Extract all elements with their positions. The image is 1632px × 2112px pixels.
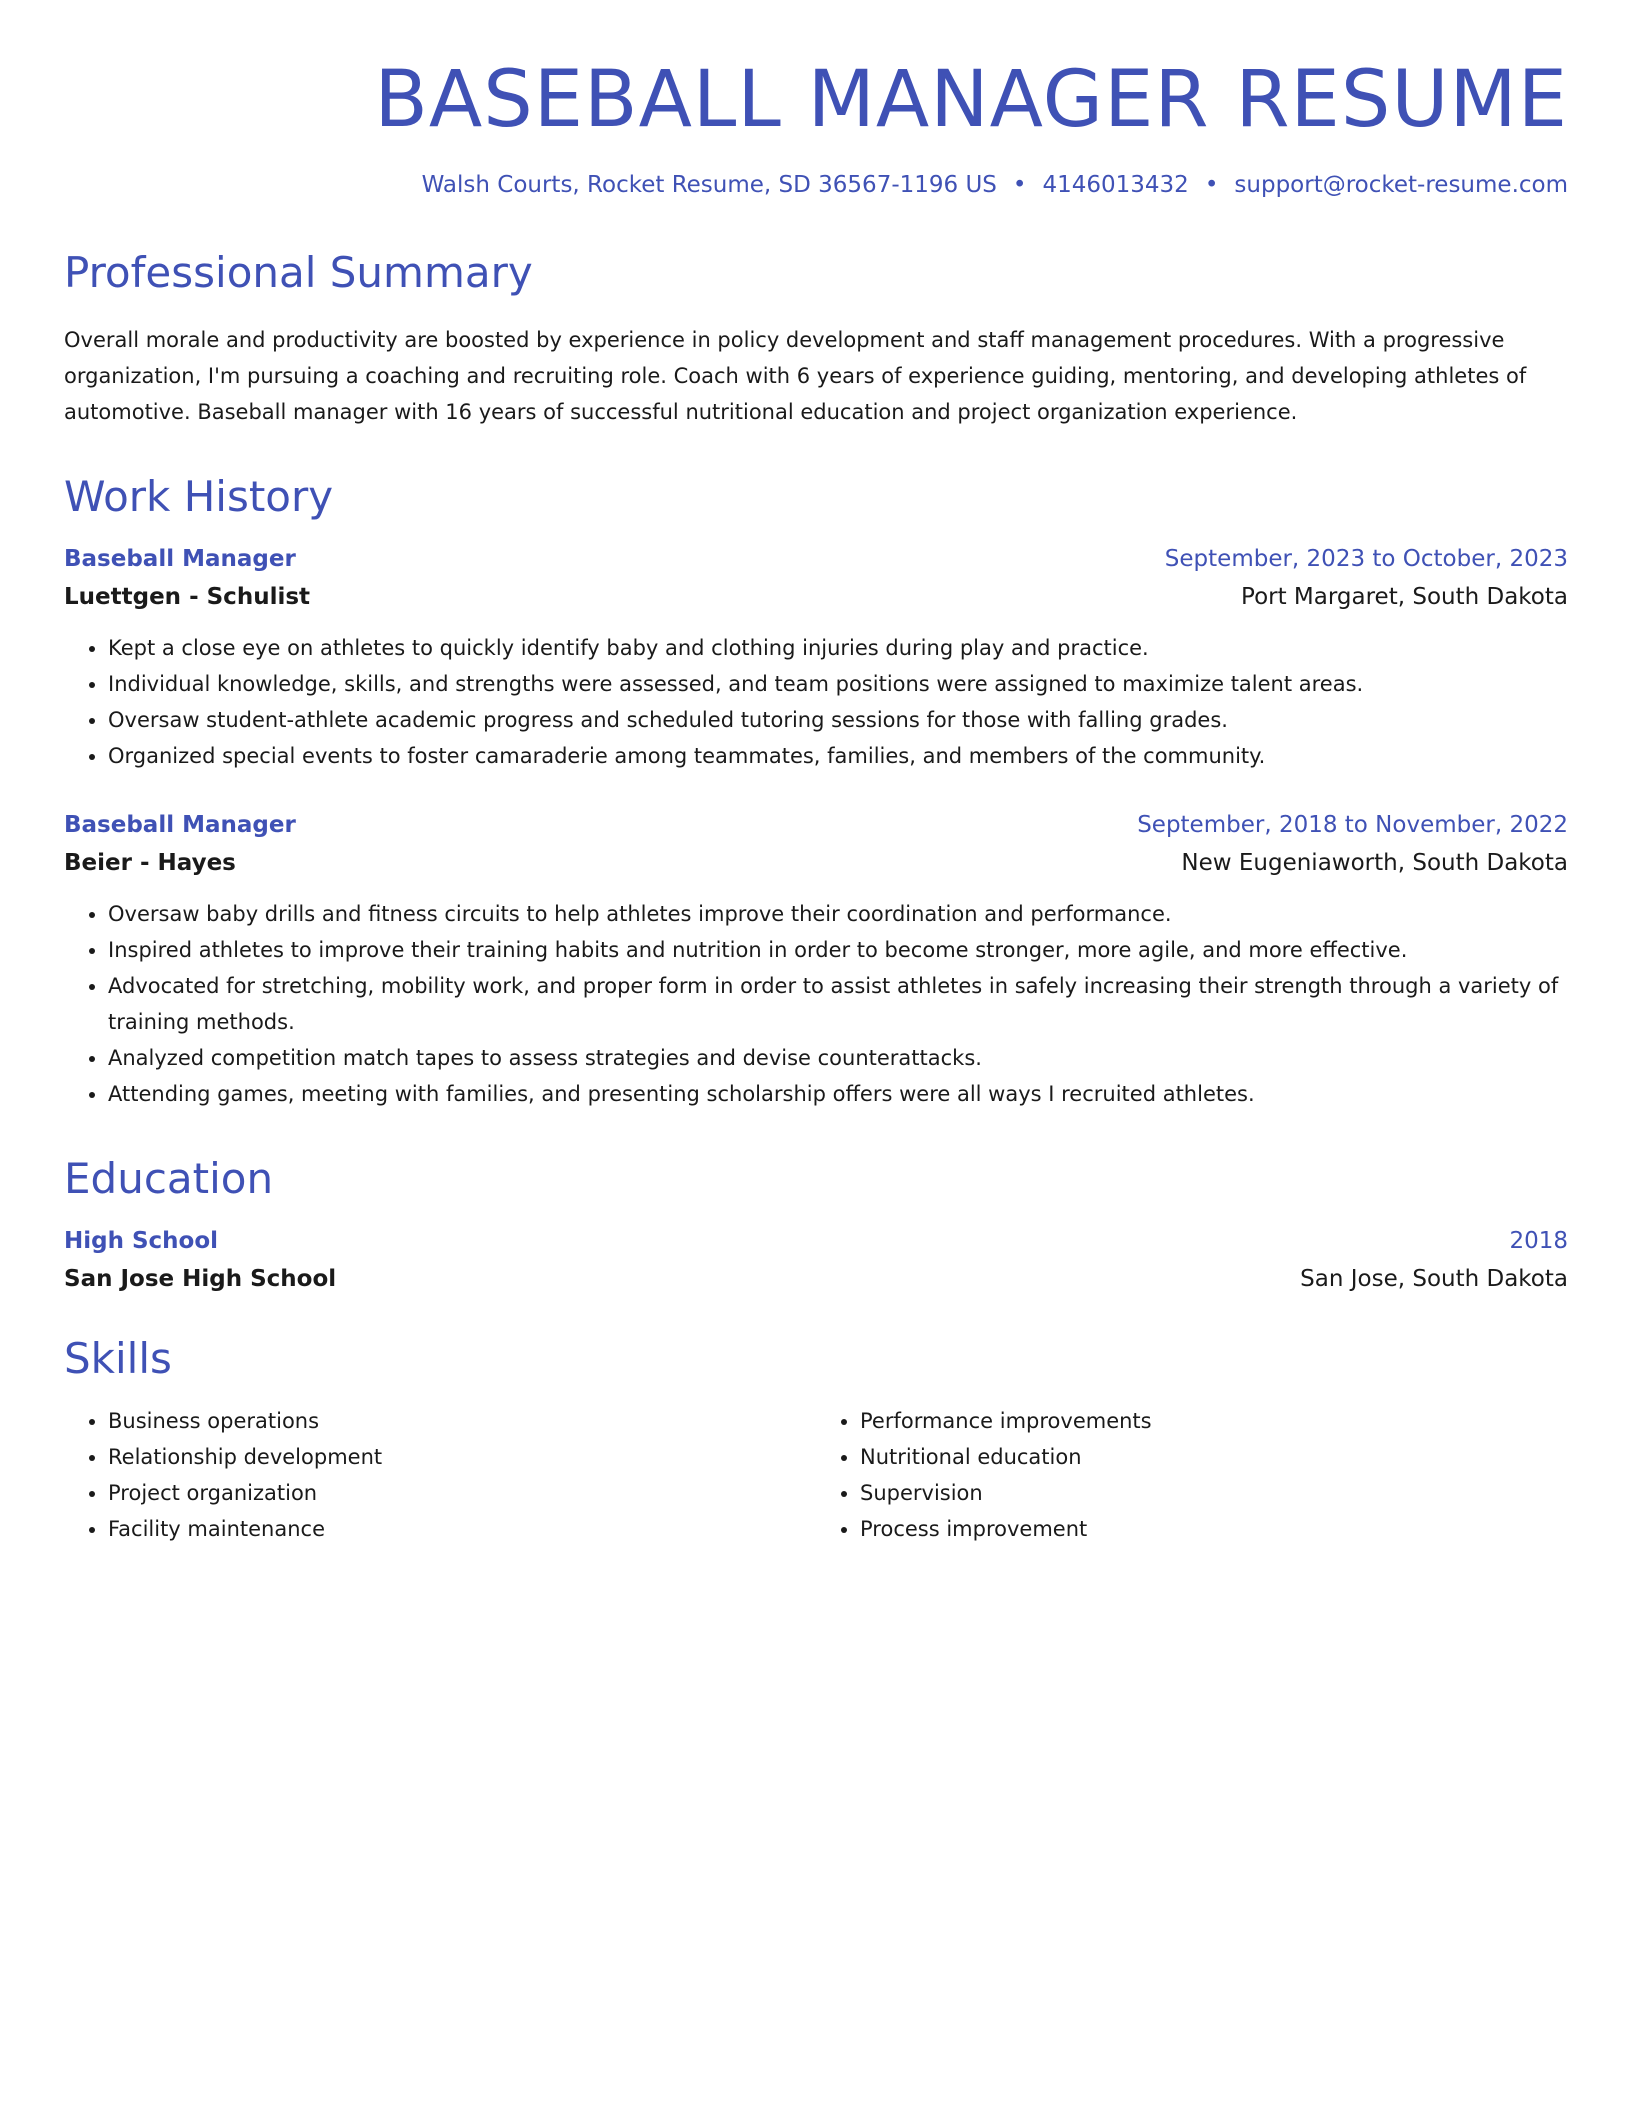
job-dates: September, 2018 to November, 2022 — [1137, 812, 1568, 839]
job-subheader — [64, 838, 1568, 876]
skill-item: • Relationship development — [108, 1439, 816, 1475]
skill-item: • Performance improvements — [860, 1403, 1568, 1439]
contact-separator: • — [1204, 171, 1219, 198]
skills-section — [64, 1336, 1568, 1546]
job-role: Baseball Manager — [64, 812, 296, 839]
education-location: San Jose, South Dakota — [1300, 1266, 1568, 1293]
job-bullet: • Organized special events to foster camaraderie among teammates, families, and members of the community. — [108, 738, 1568, 774]
job-bullets — [64, 896, 1568, 1112]
job-bullet: • Individual knowledge, skills, and strengths were assessed, and team positions were assigned to maximize talent areas. — [108, 666, 1568, 702]
education-school: San Jose High School — [64, 1266, 337, 1293]
job-location: New Eugeniaworth, South Dakota — [1181, 850, 1568, 877]
skills-list-right — [816, 1403, 1568, 1547]
summary-section — [64, 247, 1568, 430]
job-header — [64, 812, 1568, 838]
job-header — [64, 546, 1568, 572]
work-history-section — [64, 471, 1568, 1112]
job-bullet: • Inspired athletes to improve their training habits and nutrition in order to become stronger, more agile, and more effective. — [108, 932, 1568, 968]
education-subheader — [64, 1254, 1568, 1292]
contact-address: Walsh Courts, Rocket Resume, SD 36567-1196 US — [421, 171, 997, 198]
contact-email: support@rocket-resume.com — [1234, 171, 1568, 198]
job-dates: September, 2023 to October, 2023 — [1164, 546, 1568, 573]
summary-heading: Professional Summary — [64, 247, 533, 297]
job-subheader — [64, 572, 1568, 610]
contact-phone: 4146013432 — [1042, 171, 1189, 198]
contact-separator: • — [1012, 171, 1027, 198]
job-company: Luettgen - Schulist — [64, 584, 311, 611]
education-entry — [64, 1228, 1568, 1292]
contact-line — [64, 172, 1568, 198]
job-entry — [64, 812, 1568, 1112]
job-bullet: • Kept a close eye on athletes to quickly identify baby and clothing injuries during play and practice. — [108, 630, 1568, 666]
work-history-heading: Work History — [64, 471, 334, 521]
education-header — [64, 1228, 1568, 1254]
job-entry — [64, 546, 1568, 774]
summary-text: Overall morale and productivity are boosted by experience in policy development and staff management procedures. With a progressive organization, I'm pursuing a coaching and recruiting role. Coach with 6 years of experience guiding, mentoring, and developing athletes of automotive. Baseball manager with 16 years of successful nutritional education and project organization experience. — [64, 327, 1527, 424]
skills-columns — [64, 1403, 1568, 1547]
job-company: Beier - Hayes — [64, 850, 236, 877]
job-bullets — [64, 630, 1568, 774]
skills-heading: Skills — [64, 1334, 172, 1384]
resume-title: BASEBALL MANAGER RESUME — [374, 55, 1568, 145]
job-bullet: • Analyzed competition match tapes to assess strategies and devise counterattacks. — [108, 1040, 1568, 1076]
job-bullet: • Attending games, meeting with families, and presenting scholarship offers were all ways I recruited athletes. — [108, 1076, 1568, 1112]
job-bullet: • Oversaw baby drills and fitness circuits to help athletes improve their coordination and performance. — [108, 896, 1568, 932]
skill-item: • Process improvement — [860, 1511, 1568, 1547]
education-degree: High School — [64, 1228, 219, 1255]
skill-item: • Nutritional education — [860, 1439, 1568, 1475]
skill-item: • Business operations — [108, 1403, 816, 1439]
job-bullet: • Oversaw student-athlete academic progress and scheduled tutoring sessions for those with falling grades. — [108, 702, 1568, 738]
skill-item: • Project organization — [108, 1475, 816, 1511]
education-section — [64, 1156, 1568, 1292]
job-location: Port Margaret, South Dakota — [1241, 584, 1568, 611]
skill-item: • Supervision — [860, 1475, 1568, 1511]
job-bullet: • Advocated for stretching, mobility work, and proper form in order to assist athletes in safely increasing their strength through a variety of training methods. — [108, 968, 1568, 1040]
education-heading: Education — [64, 1154, 274, 1204]
skills-list-left — [64, 1403, 816, 1547]
skill-item: • Facility maintenance — [108, 1511, 816, 1547]
job-role: Baseball Manager — [64, 546, 296, 573]
education-year: 2018 — [1509, 1228, 1568, 1255]
